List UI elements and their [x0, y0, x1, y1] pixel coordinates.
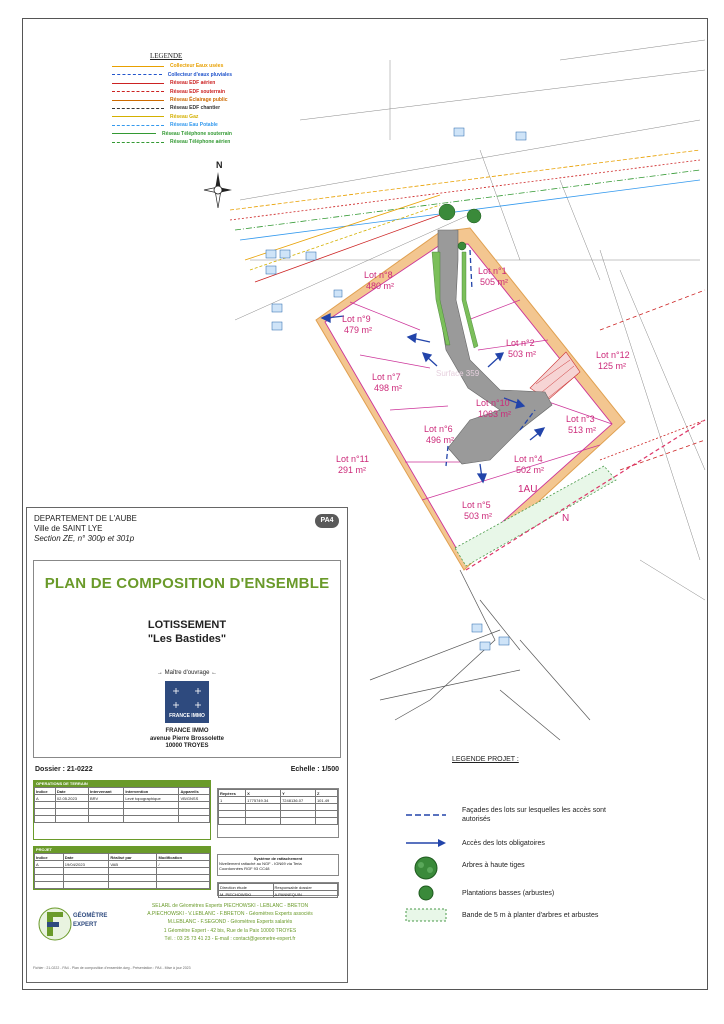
legend-item-label: Réseau EDF souterrain — [170, 88, 226, 95]
logo-line1: GÉOMÈTRE — [73, 913, 108, 919]
operations-table — [33, 780, 211, 840]
table-cell-empty — [35, 868, 64, 875]
legend-row-trees — [404, 856, 632, 874]
lot6-name: Lot n°6 — [424, 424, 453, 434]
table-cell-empty — [179, 809, 210, 816]
green-band-icon — [404, 906, 448, 924]
tree-icon — [404, 856, 448, 874]
table-row-empty — [35, 802, 210, 809]
table-cell: VB/GNSS — [179, 795, 210, 802]
lot10-area: 1063 m² — [478, 409, 512, 419]
lot4-area: 502 m² — [516, 465, 545, 475]
owner-city: 10000 TROYES — [165, 743, 209, 749]
table-cell-empty — [281, 818, 316, 825]
lot12-area: 125 m² — [598, 361, 627, 371]
maitre-ouvrage-label: → Maître d'ouvrage ← — [156, 670, 218, 676]
lot8-area: 480 m² — [366, 281, 395, 291]
table-cell-empty — [157, 868, 210, 875]
table-cell: VAB — [109, 861, 157, 868]
table-header-cell: Date — [55, 788, 88, 795]
lot12-name: Lot n°12 — [596, 350, 630, 360]
title-block — [26, 507, 348, 983]
table-cell-empty — [246, 811, 281, 818]
table-cell-empty — [55, 816, 88, 823]
table-cell-empty — [109, 868, 157, 875]
table-cell-empty — [55, 802, 88, 809]
legend-facades-label: Façades des lots sur lesquelles les accès sont autorisés — [462, 807, 606, 823]
table-cell: A — [35, 795, 56, 802]
lot7-name: Lot n°7 — [372, 372, 401, 382]
geometre-expert-logo — [37, 900, 109, 954]
table-cell-empty — [35, 816, 56, 823]
table-cell: 02.05.2023 — [55, 795, 88, 802]
table-cell-empty — [219, 804, 246, 811]
table-row — [219, 797, 338, 804]
owner-street: avenue Pierre Brossolette — [149, 735, 225, 742]
legend-item-label: Réseau EDF aérien — [170, 80, 216, 87]
lot1-name: Lot n°1 — [478, 266, 507, 276]
lot10-name: Lot n°10 — [476, 398, 510, 408]
title-panel — [33, 560, 341, 758]
table-cell-empty — [109, 882, 157, 889]
table-cell: BRV — [89, 795, 124, 802]
shrub-icon — [404, 884, 448, 902]
table-header-cell: Intervenant — [89, 788, 124, 795]
department: DEPARTEMENT DE L'AUBE — [34, 514, 137, 523]
lot5-area: 503 m² — [464, 511, 493, 521]
zone-n-label: N — [562, 513, 570, 524]
company-line3: M.LEBLANC - F.SEGOND - Géomètres Experts salariés — [167, 919, 293, 926]
projet-table — [33, 846, 211, 890]
table-cell-empty — [124, 809, 179, 816]
lot4-name: Lot n°4 — [514, 454, 543, 464]
rattachement-box — [217, 854, 339, 876]
lot2-name: Lot n°2 — [506, 338, 535, 348]
project-name: "Les Bastides" — [147, 633, 227, 645]
table-cell-empty — [157, 875, 210, 882]
scale: Echelle : 1/500 — [290, 766, 339, 773]
legend-row-access — [404, 834, 632, 852]
lot3-name: Lot n°3 — [566, 414, 595, 424]
table-row-empty — [35, 882, 210, 889]
table-cell-empty — [315, 818, 337, 825]
table-cell-empty — [281, 804, 316, 811]
table-header-cell: Modification — [157, 854, 210, 861]
lot9-name: Lot n°9 — [342, 314, 371, 324]
legend-item-label: Réseau Eau Potable — [170, 122, 218, 129]
company-info — [119, 902, 341, 943]
france-immo-logo — [165, 681, 209, 723]
legend-access-label: Accès des lots obligatoires — [462, 839, 545, 847]
direction-table — [217, 882, 339, 896]
table-cell-empty — [179, 816, 210, 823]
table-cell-empty — [63, 882, 109, 889]
table-header-cell: Indice — [35, 788, 56, 795]
legend-row-facades — [404, 806, 632, 824]
logo-line2: EXPERT — [73, 922, 98, 928]
table-cell: 101.49 — [315, 797, 337, 804]
table-cell-empty — [63, 875, 109, 882]
legend-row-band — [404, 906, 632, 924]
table-cell-empty — [246, 804, 281, 811]
pa-badge: PA4 — [315, 514, 339, 528]
location-info — [34, 514, 137, 544]
table-cell: Levé topographique — [124, 795, 179, 802]
north-label: N — [216, 160, 223, 170]
legend-item-label: Réseau EDF chantier — [170, 105, 221, 112]
table-cell-empty — [89, 809, 124, 816]
cadastral-section: Section ZE, n° 300p et 301p — [34, 534, 135, 543]
direction-col1: Direction étude — [219, 884, 274, 891]
table-cell-empty — [35, 882, 64, 889]
town: Ville de SAINT LYE — [34, 524, 103, 533]
table-cell: 1 — [219, 797, 246, 804]
plan-title: PLAN DE COMPOSITION D'ENSEMBLE — [44, 575, 330, 592]
legend-item-label: Collecteur d'eaux pluviales — [167, 71, 232, 78]
direction-v1: M. PIECHOWSKI — [219, 891, 274, 898]
lot9-area: 479 m² — [344, 325, 373, 335]
legend-shrubs-label: Plantations basses (arbustes) — [462, 889, 555, 897]
south-road — [370, 570, 590, 740]
direction-col2: Responsable dossier — [273, 884, 337, 891]
lot5-name: Lot n°5 — [462, 500, 491, 510]
table-cell: / — [157, 861, 210, 868]
logo-text: FRANCE IMMO — [169, 713, 205, 719]
project-legend — [360, 742, 706, 988]
company-line5: Tél. : 03 25 73 41 23 - E-mail : contact@geometre-expert.fr — [164, 935, 296, 942]
zone-1au-label: 1AU — [518, 484, 538, 495]
owner-address — [34, 728, 340, 751]
legend-trees-label: Arbres à haute tiges — [462, 861, 525, 869]
rattachement-title: Système de rattachement — [253, 856, 303, 861]
table-cell-empty — [55, 809, 88, 816]
dossier-number: Dossier : 21-0222 — [35, 766, 93, 773]
table-header-cell: Indice — [35, 854, 64, 861]
rattachement-line1: Nivellement rattaché au NGF - IGN69 via Teria — [219, 861, 302, 866]
table-cell-empty — [109, 875, 157, 882]
owner-name: FRANCE IMMO — [165, 728, 209, 734]
lot11-area: 291 m² — [338, 465, 367, 475]
company-line4: 1 Géomètre Expert - 42 bis, Rue de la Paix 10000 TROYES — [163, 927, 297, 934]
surveyor-block — [31, 898, 347, 978]
file-footer: Fichier : 21-0222 - PA4 - Plan de composition d'ensemble.dwg - Présentation : PA4 - Mise à jour 2023 — [33, 966, 191, 970]
table-cell-empty — [35, 809, 56, 816]
lot7-area: 498 m² — [374, 383, 403, 393]
table-cell-empty — [219, 811, 246, 818]
table-cell-empty — [315, 804, 337, 811]
table-cell-empty — [219, 818, 246, 825]
surface-watermark: Surface 359 — [436, 369, 480, 378]
table-cell-empty — [281, 811, 316, 818]
legend-item-label: Réseau Téléphone aérien — [170, 138, 231, 145]
table-cell-empty — [157, 882, 210, 889]
lot3-area: 513 m² — [568, 425, 597, 435]
legend-item-label: Collecteur Eaux usées — [170, 63, 224, 70]
table-header-cell: Y — [281, 790, 316, 797]
lot6-area: 496 m² — [426, 435, 455, 445]
table-header-cell: Date — [63, 854, 109, 861]
table-header-cell: Intervention — [124, 788, 179, 795]
arrow-icon — [404, 834, 448, 852]
table-header-cell: Réalisé par — [109, 854, 157, 861]
table-cell: 19/04/2023 — [63, 861, 109, 868]
table-cell: 1775749.34 — [246, 797, 281, 804]
lot2-area: 503 m² — [508, 349, 537, 359]
lot8-name: Lot n°8 — [364, 270, 393, 280]
legend-title: LEGENDE — [150, 52, 183, 60]
table-cell-empty — [124, 816, 179, 823]
table-row-empty — [219, 804, 338, 811]
table-cell-empty — [35, 802, 56, 809]
projet-header: PROJET — [34, 847, 210, 853]
table-row-empty — [35, 868, 210, 875]
table-cell: A — [35, 861, 64, 868]
table-header-cell: Appareils — [179, 788, 210, 795]
table-header-cell: X — [246, 790, 281, 797]
company-line2: A.PIECHOWSKI - V.LEBLANC - F.BRETON - Géomètres Experts associés — [147, 911, 313, 918]
table-row-empty — [35, 875, 210, 882]
operations-header: OPERATIONS DE TERRAIN — [34, 781, 210, 787]
company-line1: SELARL de Géomètres Experts PIECHOWSKI - LEBLANC - BRETON — [151, 903, 309, 909]
table-row-empty — [219, 818, 338, 825]
table-row — [35, 795, 210, 802]
table-row — [35, 861, 210, 868]
table-cell-empty — [124, 802, 179, 809]
table-row-empty — [35, 809, 210, 816]
table-cell-empty — [179, 802, 210, 809]
lotissement-label: LOTISSEMENT — [147, 619, 227, 631]
reperes-table — [217, 788, 339, 838]
lot11-name: Lot n°11 — [336, 454, 369, 464]
table-cell-empty — [89, 802, 124, 809]
table-header-cell: Repères — [219, 790, 246, 797]
table-cell-empty — [246, 818, 281, 825]
lot1-area: 505 m² — [480, 277, 509, 287]
table-cell-empty — [315, 811, 337, 818]
table-cell: 7248136.07 — [281, 797, 316, 804]
legend-item-label: Réseau Gaz — [170, 113, 199, 120]
legend-row-shrubs — [404, 884, 632, 902]
table-header-cell: Z — [315, 790, 337, 797]
legend-item-label: Réseau Éclairage public — [170, 96, 228, 103]
project-legend-title: LEGENDE PROJET : — [452, 756, 519, 763]
table-cell-empty — [89, 816, 124, 823]
table-cell-empty — [63, 868, 109, 875]
legend-item-label: Réseau Téléphone souterrain — [161, 130, 232, 137]
rattachement-line2: Coordonnées RGF 93 CC48 — [219, 866, 270, 871]
table-cell-empty — [35, 875, 64, 882]
table-row-empty — [35, 816, 210, 823]
table-row-empty — [219, 811, 338, 818]
direction-v2: A.PANNEQUIN — [273, 891, 337, 898]
legend-band-label: Bande de 5 m à planter d'arbres et arbustes — [462, 911, 599, 919]
